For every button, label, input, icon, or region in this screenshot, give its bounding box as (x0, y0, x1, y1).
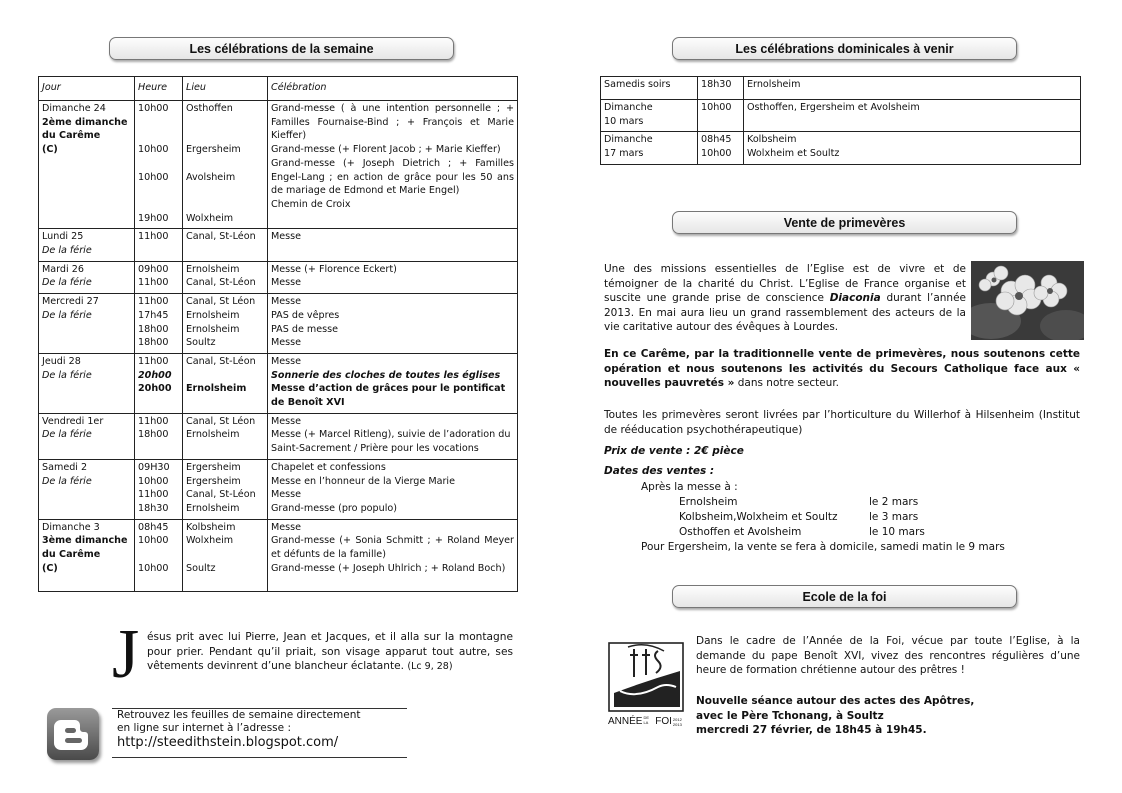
time: 11h00 (138, 231, 169, 243)
time: 10h00 (138, 171, 169, 183)
ecole-session (696, 694, 1080, 738)
time: 18h30 (138, 502, 169, 514)
time: 10h00 (701, 102, 732, 113)
place: Osthoffen, Ergersheim et Avolsheim (747, 102, 920, 113)
list-item: Ernolsheim le 2 mars (679, 496, 919, 508)
col-heure: Heure (135, 77, 183, 101)
time: 11h00 (138, 415, 169, 427)
annee-de-la-foi-logo (606, 641, 686, 737)
quote-drop-cap: J (112, 616, 140, 693)
celebration: Grand-messe (+ Florent Jacob ; + Marie Kieffer) (271, 144, 501, 156)
table-row (601, 77, 1081, 100)
blog-text (117, 709, 407, 751)
time: 10h00 (138, 144, 169, 156)
day-sub: De la férie (42, 245, 92, 257)
day: Samedi 2 (42, 461, 88, 473)
place: Canal, St Léon (186, 415, 256, 427)
time: 20h00 (138, 369, 172, 381)
place: Wolxheim et Soultz (747, 148, 840, 160)
time: 10h00 (138, 475, 169, 487)
sunday-header: Les célébrations dominicales à venir (672, 37, 1017, 60)
time: 20h00 (138, 383, 172, 395)
time: 18h30 (701, 79, 732, 90)
day-sub: (C) (42, 562, 58, 574)
logo-foi: FOI (655, 716, 672, 727)
day: 17 mars (604, 148, 644, 160)
table-row (39, 294, 518, 354)
quote-ref: (Lc 9, 28) (407, 661, 453, 673)
time: 10h00 (138, 562, 169, 574)
place: Kolbsheim (747, 134, 797, 146)
celebration: Grand-messe (+ Joseph Dietrich ; + Familles Engel-Lang ; en action de grâce pour les 50 ans de mariage de Edmond et Marie Engel) (271, 157, 514, 197)
place: Ernolsheim (747, 79, 801, 90)
day-sub: De la férie (42, 369, 92, 381)
day-sub: De la férie (42, 475, 92, 487)
day-sub: De la férie (42, 277, 92, 289)
ecole-b3: mercredi 27 février, de 18h45 à 19h45. (696, 724, 927, 737)
blog-line1: Retrouvez les feuilles de semaine directement (117, 709, 361, 721)
blog-divider-bottom (112, 757, 407, 758)
celebration: Messe (+ Marcel Ritleng), suivie de l’adoration du Saint-Sacrement / Prière pour les vocations (271, 429, 511, 455)
place: Ergersheim (186, 461, 241, 473)
celebration: Messe (271, 231, 302, 243)
ecole-p1: Dans le cadre de l’Année de la Foi, vécue par toute l’Eglise, à la demande du pape Benoît XVI, vivez des rencontres régulières d’une heure de formation chrétienne autour des prêtres ! (696, 635, 1080, 677)
apres: Après la messe à : (641, 481, 738, 493)
place: Ergersheim (186, 475, 241, 487)
day: Vendredi 1er (42, 415, 104, 427)
vente-p2: En ce Carême, par la traditionnelle vente de primevères, nous soutenons cette opération et nous soutenons les activités du Secours Catholique face aux « nouvelles pauvretés » dans notre secteur. (604, 348, 1080, 390)
celebration: Messe (271, 355, 302, 367)
day-sub: 2ème dimanche (42, 116, 128, 128)
vente-header: Vente de primevères (672, 211, 1017, 234)
place: Ernolsheim (186, 502, 240, 514)
celebration: Messe en l’honneur de la Vierge Marie (271, 475, 456, 487)
place: Soultz (186, 337, 216, 349)
time: 18h00 (138, 429, 169, 441)
celebration: Messe (+ Florence Eckert) (271, 263, 397, 275)
day: Lundi 25 (42, 231, 84, 243)
weekly-table (38, 76, 518, 592)
place: Ergersheim (186, 144, 241, 156)
day-sub: 3ème dimanche (42, 535, 128, 547)
table-row (39, 519, 518, 591)
time: 17h45 (138, 309, 169, 321)
place: Ernolsheim (186, 323, 240, 335)
logo-dela: DE LA (643, 715, 650, 725)
table-header-row (39, 77, 518, 101)
celebration: Grand-messe (+ Joseph Uhlrich ; + Roland Boch) (271, 562, 506, 574)
col-lieu: Lieu (183, 77, 268, 101)
place: Ernolsheim (186, 383, 247, 395)
ergersheim-note: Pour Ergersheim, la vente se fera à domicile, samedi matin le 9 mars (641, 541, 1005, 553)
celebration: Grand-messe (pro populo) (271, 502, 397, 514)
celebration: Messe (271, 489, 302, 501)
logo-years: 2012 2013 (672, 717, 682, 727)
list-item: Osthoffen et Avolsheim le 10 mars (679, 526, 925, 538)
day: Dimanche 24 (42, 103, 106, 114)
logo-annee: ANNÉE (608, 716, 643, 727)
table-row (39, 413, 518, 459)
celebration: Chemin de Croix (271, 198, 351, 210)
celebration: Grand-messe (+ Sonia Schmitt ; + Roland Meyer et défunts de la famille) (271, 535, 514, 561)
place: Soultz (186, 562, 216, 574)
blog-url[interactable]: http://steedithstein.blogspot.com/ (117, 735, 339, 750)
celebration: Messe (271, 296, 302, 308)
day: Dimanche 3 (42, 521, 100, 533)
place: Wolxheim (186, 535, 234, 547)
weekly-header: Les célébrations de la semaine (109, 37, 454, 60)
table-row (39, 261, 518, 293)
time: 10h00 (138, 103, 169, 114)
time: 11h00 (138, 277, 169, 289)
time: 18h00 (138, 323, 169, 335)
celebration: Messe (271, 521, 302, 533)
day: Mardi 26 (42, 263, 84, 275)
day-sub: De la férie (42, 429, 92, 441)
table-row (39, 229, 518, 261)
place: Canal, St-Léon (186, 489, 256, 501)
time: 11h00 (138, 489, 169, 501)
place: Canal, St-Léon (186, 277, 256, 289)
place: Wolxheim (186, 212, 234, 224)
table-row (601, 132, 1081, 164)
blogger-icon (47, 708, 99, 760)
quote-text: ésus prit avec lui Pierre, Jean et Jacques, et il alla sur la montagne pour prier. Pendant qu’il priait, son visage apparut tout autre, ses vêtements devinrent d’une blancheur éclatante. (147, 631, 513, 673)
time: 18h00 (138, 337, 169, 349)
gospel-quote (147, 630, 513, 675)
primrose-photo (971, 261, 1084, 340)
ecole-b2: avec le Père Tchonang, à Soultz (696, 709, 884, 722)
celebration: PAS de messe (271, 323, 339, 335)
place: Ernolsheim (186, 429, 240, 441)
vente-p3: Toutes les primevères seront livrées par l’horticulture du Willerhof à Hilsenheim (Institut de rééducation psychothérapeutique) (604, 409, 1080, 436)
place: Ernolsheim (186, 263, 240, 275)
blog-line2: en ligne sur internet à l’adresse : (117, 722, 291, 734)
place: Canal, St-Léon (186, 355, 256, 367)
place: Avolsheim (186, 171, 236, 183)
time: 11h00 (138, 296, 169, 308)
place: Ernolsheim (186, 309, 240, 321)
table-row (39, 353, 518, 413)
place: Canal, St Léon (186, 296, 256, 308)
col-jour: Jour (39, 77, 135, 101)
place: Kolbsheim (186, 521, 236, 533)
vente-p1: Une des missions essentielles de l’Eglise est de vivre et de témoigner de la charité du Christ. L’Eglise de France organise et suscite une grande prise de conscience Diaconia durant l’année 2013. En mai aura lieu un grand rassemblement des acteurs de la vie caritative autour des évêques à Lourdes. (604, 263, 967, 334)
day: Dimanche (604, 102, 653, 113)
celebration: Sonnerie des cloches de toutes les églises (271, 369, 501, 381)
time: 11h00 (138, 355, 169, 367)
day: Jeudi 28 (42, 355, 81, 367)
celebration: Grand-messe ( à une intention personnelle ; + Familles Fournaise-Bind ; + François et Marie Kieffer) (271, 103, 514, 142)
celebration: PAS de vêpres (271, 309, 340, 321)
celebration: Messe (271, 415, 302, 427)
day-sub: (C) (42, 144, 58, 156)
prix: Prix de vente : 2€ pièce (604, 445, 744, 457)
time: 10h00 (701, 148, 732, 160)
day-sub: du Carême (42, 549, 101, 561)
time: 09h00 (138, 263, 169, 275)
place: Osthoffen (186, 103, 233, 114)
dates-title: Dates des ventes : (604, 465, 715, 477)
time: 08h45 (138, 521, 169, 533)
time: 09H30 (138, 461, 170, 473)
ecole-b1: Nouvelle séance autour des actes des Apôtres, (696, 695, 975, 707)
ventes-list (679, 495, 925, 540)
celebration: Chapelet et confessions (271, 461, 386, 473)
place: Canal, St-Léon (186, 231, 256, 243)
table-row (39, 101, 518, 229)
time: 19h00 (138, 212, 169, 224)
time: 10h00 (138, 535, 169, 547)
day: Samedis soirs (604, 79, 671, 90)
list-item: Kolbsheim,Wolxheim et Soultz le 3 mars (679, 511, 919, 523)
celebration: Messe (271, 277, 302, 289)
day: 10 mars (604, 115, 644, 127)
ecole-header: Ecole de la foi (672, 585, 1017, 608)
col-celebration: Célébration (268, 77, 518, 101)
day-sub: De la férie (42, 309, 92, 321)
table-row (39, 459, 518, 519)
celebration: Messe (271, 337, 302, 349)
time: 08h45 (701, 134, 732, 146)
celebration: Messe d’action de grâces pour le pontificat de Benoît XVI (271, 383, 506, 409)
day: Mercredi 27 (42, 296, 99, 308)
day-sub: du Carême (42, 130, 101, 142)
table-row (601, 100, 1081, 132)
day: Dimanche (604, 134, 653, 146)
sunday-table (600, 76, 1081, 165)
